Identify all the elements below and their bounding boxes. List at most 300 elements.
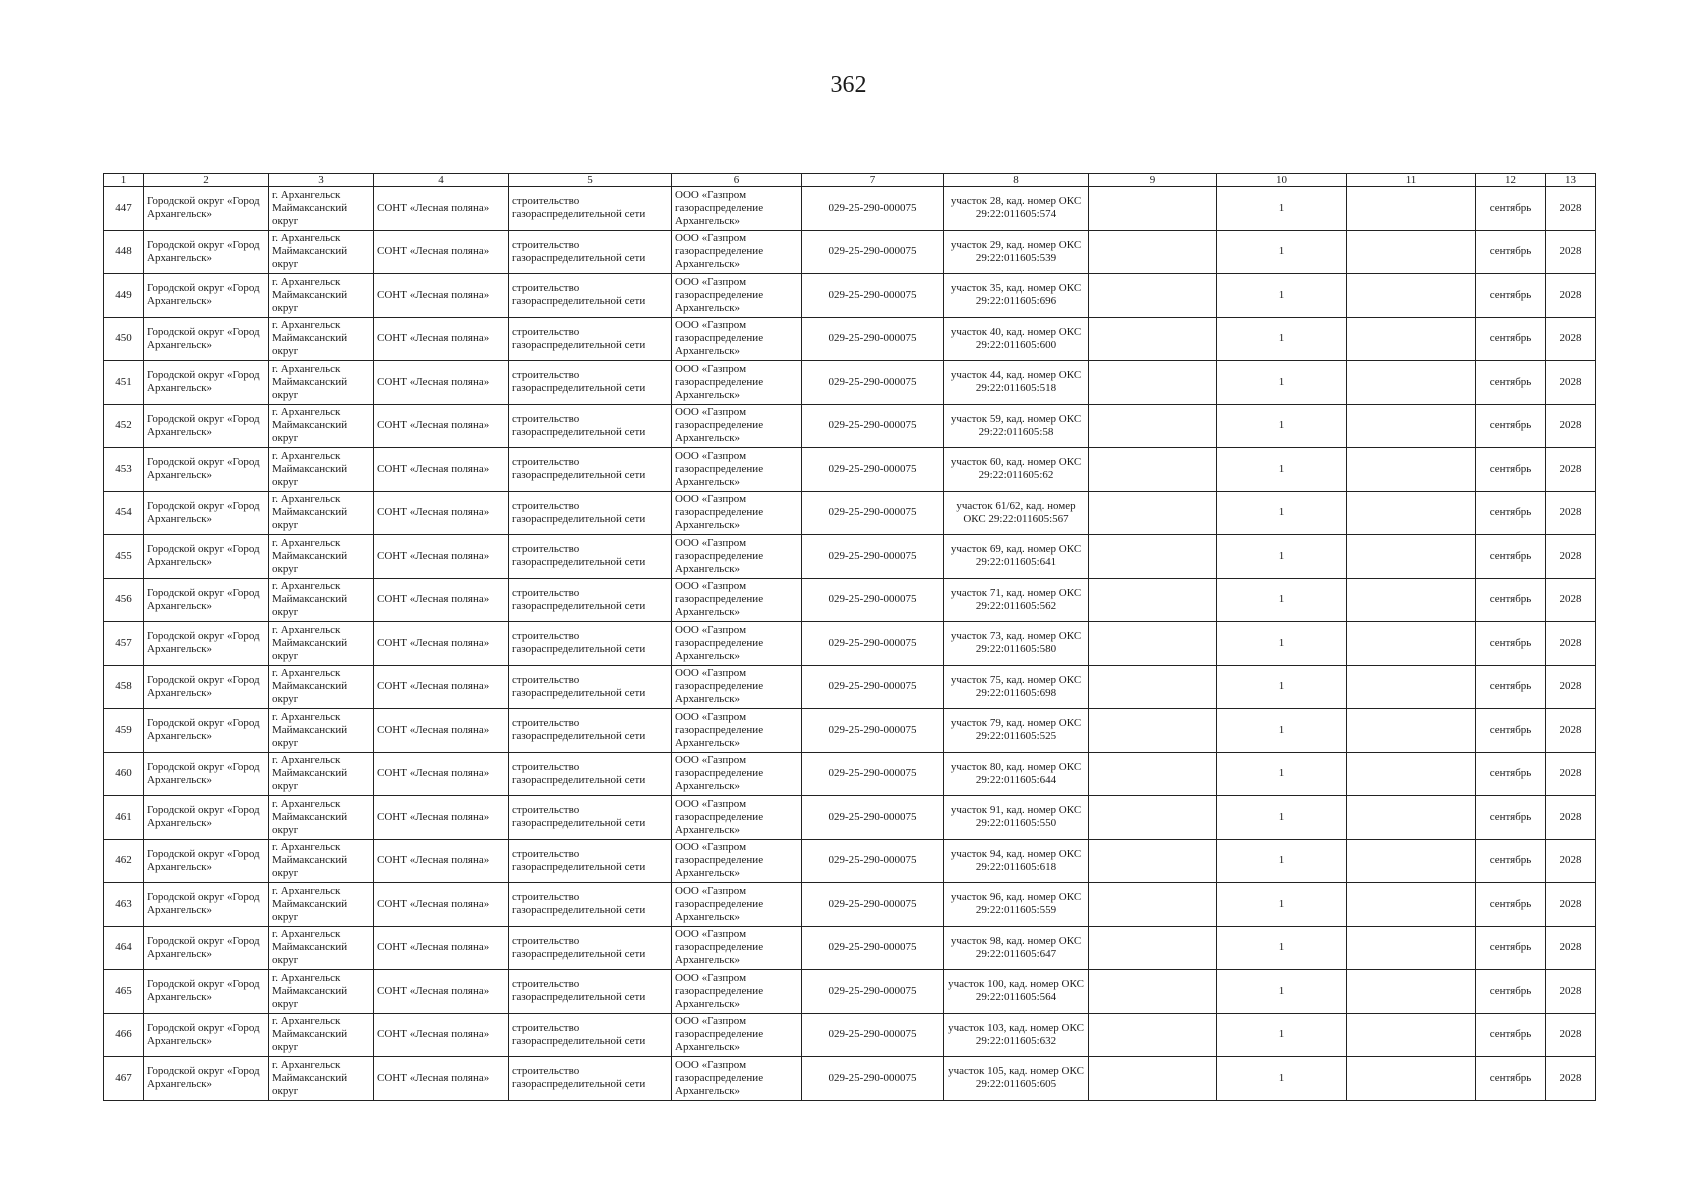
cell-program-code: 029-25-290-000075 [802,361,944,405]
cell-locality: г. Архангельск Маймаксанский округ [269,361,374,405]
cell-quantity: 1 [1217,796,1347,840]
cell-year: 2028 [1546,883,1596,927]
cell-work-type: строительство газораспределительной сети [509,883,672,927]
cell-settlement: СОНТ «Лесная поляна» [374,317,509,361]
cell-locality: г. Архангельск Маймаксанский округ [269,839,374,883]
cell-organization: ООО «Газпром газораспределение Архангельск» [672,622,802,666]
cell-quantity: 1 [1217,404,1347,448]
table-row [104,1013,1596,1057]
cell-month: сентябрь [1476,1057,1546,1101]
cell-program-code: 029-25-290-000075 [802,752,944,796]
cell-settlement: СОНТ «Лесная поляна» [374,404,509,448]
cell-object: участок 100, кад. номер ОКС 29:22:011605:564 [944,970,1089,1014]
cell-settlement: СОНТ «Лесная поляна» [374,361,509,405]
cell-object: участок 91, кад. номер ОКС 29:22:011605:550 [944,796,1089,840]
column-header-11: 11 [1347,174,1476,187]
cell-month: сентябрь [1476,709,1546,753]
cell-settlement: СОНТ «Лесная поляна» [374,752,509,796]
cell-col-9 [1089,578,1217,622]
table-row [104,317,1596,361]
cell-col-9 [1089,404,1217,448]
cell-col-11 [1347,404,1476,448]
cell-program-code: 029-25-290-000075 [802,970,944,1014]
cell-quantity: 1 [1217,839,1347,883]
cell-settlement: СОНТ «Лесная поляна» [374,709,509,753]
cell-col-11 [1347,839,1476,883]
cell-organization: ООО «Газпром газораспределение Архангельск» [672,709,802,753]
cell-organization: ООО «Газпром газораспределение Архангельск» [672,665,802,709]
cell-row-number: 452 [104,404,144,448]
cell-work-type: строительство газораспределительной сети [509,665,672,709]
cell-program-code: 029-25-290-000075 [802,665,944,709]
cell-col-11 [1347,665,1476,709]
cell-object: участок 94, кад. номер ОКС 29:22:011605:618 [944,839,1089,883]
cell-locality: г. Архангельск Маймаксанский округ [269,883,374,927]
cell-organization: ООО «Газпром газораспределение Архангельск» [672,752,802,796]
cell-row-number: 456 [104,578,144,622]
cell-municipality: Городской округ «Город Архангельск» [144,883,269,927]
table-row [104,709,1596,753]
cell-organization: ООО «Газпром газораспределение Архангельск» [672,187,802,231]
cell-municipality: Городской округ «Город Архангельск» [144,970,269,1014]
column-header-13: 13 [1546,174,1596,187]
cell-object: участок 40, кад. номер ОКС 29:22:011605:600 [944,317,1089,361]
cell-locality: г. Архангельск Маймаксанский округ [269,665,374,709]
cell-col-9 [1089,230,1217,274]
cell-locality: г. Архангельск Маймаксанский округ [269,317,374,361]
cell-year: 2028 [1546,535,1596,579]
cell-work-type: строительство газораспределительной сети [509,448,672,492]
cell-col-9 [1089,665,1217,709]
cell-col-11 [1347,448,1476,492]
cell-municipality: Городской округ «Город Архангельск» [144,578,269,622]
cell-year: 2028 [1546,187,1596,231]
cell-locality: г. Архангельск Маймаксанский округ [269,622,374,666]
table-row [104,491,1596,535]
cell-locality: г. Архангельск Маймаксанский округ [269,535,374,579]
cell-quantity: 1 [1217,709,1347,753]
cell-row-number: 449 [104,274,144,318]
cell-settlement: СОНТ «Лесная поляна» [374,883,509,927]
cell-row-number: 467 [104,1057,144,1101]
table-row [104,1057,1596,1101]
cell-organization: ООО «Газпром газораспределение Архангельск» [672,361,802,405]
cell-col-9 [1089,752,1217,796]
cell-work-type: строительство газораспределительной сети [509,926,672,970]
cell-object: участок 98, кад. номер ОКС 29:22:011605:647 [944,926,1089,970]
cell-organization: ООО «Газпром газораспределение Архангельск» [672,230,802,274]
cell-col-11 [1347,926,1476,970]
column-header-6: 6 [672,174,802,187]
cell-month: сентябрь [1476,448,1546,492]
cell-col-9 [1089,709,1217,753]
cell-settlement: СОНТ «Лесная поляна» [374,970,509,1014]
cell-year: 2028 [1546,926,1596,970]
cell-col-9 [1089,926,1217,970]
cell-row-number: 465 [104,970,144,1014]
cell-locality: г. Архангельск Маймаксанский округ [269,1057,374,1101]
cell-organization: ООО «Газпром газораспределение Архангельск» [672,274,802,318]
cell-col-9 [1089,317,1217,361]
cell-row-number: 447 [104,187,144,231]
column-header-2: 2 [144,174,269,187]
column-header-5: 5 [509,174,672,187]
cell-row-number: 458 [104,665,144,709]
cell-quantity: 1 [1217,665,1347,709]
cell-municipality: Городской округ «Город Архангельск» [144,317,269,361]
table-row [104,361,1596,405]
table-row [104,187,1596,231]
cell-month: сентябрь [1476,578,1546,622]
cell-work-type: строительство газораспределительной сети [509,622,672,666]
table-row [104,883,1596,927]
cell-program-code: 029-25-290-000075 [802,535,944,579]
table-row [104,665,1596,709]
cell-settlement: СОНТ «Лесная поляна» [374,1057,509,1101]
cell-year: 2028 [1546,317,1596,361]
cell-year: 2028 [1546,491,1596,535]
cell-month: сентябрь [1476,970,1546,1014]
cell-organization: ООО «Газпром газораспределение Архангельск» [672,796,802,840]
column-header-9: 9 [1089,174,1217,187]
cell-month: сентябрь [1476,665,1546,709]
table-body [104,187,1596,1101]
cell-col-11 [1347,230,1476,274]
cell-row-number: 450 [104,317,144,361]
cell-program-code: 029-25-290-000075 [802,317,944,361]
cell-col-9 [1089,883,1217,927]
cell-year: 2028 [1546,404,1596,448]
cell-municipality: Городской округ «Город Архангельск» [144,1013,269,1057]
cell-row-number: 454 [104,491,144,535]
cell-municipality: Городской округ «Город Архангельск» [144,622,269,666]
cell-locality: г. Архангельск Маймаксанский округ [269,796,374,840]
cell-object: участок 44, кад. номер ОКС 29:22:011605:518 [944,361,1089,405]
cell-quantity: 1 [1217,361,1347,405]
cell-object: участок 96, кад. номер ОКС 29:22:011605:559 [944,883,1089,927]
cell-quantity: 1 [1217,926,1347,970]
cell-municipality: Городской округ «Город Архангельск» [144,491,269,535]
cell-program-code: 029-25-290-000075 [802,230,944,274]
cell-locality: г. Архангельск Маймаксанский округ [269,926,374,970]
cell-col-11 [1347,535,1476,579]
cell-object: участок 29, кад. номер ОКС 29:22:011605:539 [944,230,1089,274]
cell-col-11 [1347,970,1476,1014]
cell-col-9 [1089,1013,1217,1057]
cell-organization: ООО «Газпром газораспределение Архангельск» [672,1057,802,1101]
cell-quantity: 1 [1217,317,1347,361]
cell-object: участок 28, кад. номер ОКС 29:22:011605:574 [944,187,1089,231]
cell-settlement: СОНТ «Лесная поляна» [374,578,509,622]
cell-object: участок 69, кад. номер ОКС 29:22:011605:641 [944,535,1089,579]
cell-year: 2028 [1546,752,1596,796]
cell-organization: ООО «Газпром газораспределение Архангельск» [672,883,802,927]
cell-work-type: строительство газораспределительной сети [509,1013,672,1057]
cell-col-9 [1089,187,1217,231]
table-row [104,535,1596,579]
cell-locality: г. Архангельск Маймаксанский округ [269,491,374,535]
cell-col-9 [1089,796,1217,840]
cell-settlement: СОНТ «Лесная поляна» [374,230,509,274]
cell-year: 2028 [1546,361,1596,405]
column-header-12: 12 [1476,174,1546,187]
cell-municipality: Городской округ «Город Архангельск» [144,665,269,709]
cell-col-11 [1347,752,1476,796]
cell-work-type: строительство газораспределительной сети [509,274,672,318]
column-header-3: 3 [269,174,374,187]
cell-settlement: СОНТ «Лесная поляна» [374,839,509,883]
cell-locality: г. Архангельск Маймаксанский округ [269,404,374,448]
column-number-row [104,174,1596,187]
cell-program-code: 029-25-290-000075 [802,448,944,492]
table-row [104,578,1596,622]
cell-year: 2028 [1546,839,1596,883]
cell-program-code: 029-25-290-000075 [802,1013,944,1057]
cell-year: 2028 [1546,230,1596,274]
cell-organization: ООО «Газпром газораспределение Архангельск» [672,1013,802,1057]
cell-row-number: 466 [104,1013,144,1057]
cell-object: участок 105, кад. номер ОКС 29:22:011605:605 [944,1057,1089,1101]
cell-locality: г. Архангельск Маймаксанский округ [269,187,374,231]
cell-quantity: 1 [1217,274,1347,318]
cell-object: участок 71, кад. номер ОКС 29:22:011605:562 [944,578,1089,622]
cell-program-code: 029-25-290-000075 [802,839,944,883]
table-row [104,622,1596,666]
cell-month: сентябрь [1476,926,1546,970]
cell-row-number: 459 [104,709,144,753]
cell-month: сентябрь [1476,274,1546,318]
cell-organization: ООО «Газпром газораспределение Архангельск» [672,578,802,622]
cell-work-type: строительство газораспределительной сети [509,970,672,1014]
cell-year: 2028 [1546,665,1596,709]
cell-object: участок 59, кад. номер ОКС 29:22:011605:58 [944,404,1089,448]
cell-col-9 [1089,448,1217,492]
cell-object: участок 103, кад. номер ОКС 29:22:011605:632 [944,1013,1089,1057]
cell-locality: г. Архангельск Маймаксанский округ [269,448,374,492]
cell-organization: ООО «Газпром газораспределение Архангельск» [672,535,802,579]
cell-organization: ООО «Газпром газораспределение Архангельск» [672,448,802,492]
cell-work-type: строительство газораспределительной сети [509,752,672,796]
column-header-7: 7 [802,174,944,187]
cell-program-code: 029-25-290-000075 [802,404,944,448]
cell-year: 2028 [1546,578,1596,622]
cell-work-type: строительство газораспределительной сети [509,709,672,753]
cell-municipality: Городской округ «Город Архангельск» [144,1057,269,1101]
cell-row-number: 455 [104,535,144,579]
cell-month: сентябрь [1476,404,1546,448]
cell-settlement: СОНТ «Лесная поляна» [374,274,509,318]
cell-col-9 [1089,622,1217,666]
table-row [104,926,1596,970]
cell-row-number: 463 [104,883,144,927]
table-row [104,839,1596,883]
cell-program-code: 029-25-290-000075 [802,274,944,318]
table-row [104,970,1596,1014]
cell-program-code: 029-25-290-000075 [802,491,944,535]
cell-year: 2028 [1546,448,1596,492]
cell-municipality: Городской округ «Город Архангельск» [144,361,269,405]
cell-col-9 [1089,361,1217,405]
cell-program-code: 029-25-290-000075 [802,1057,944,1101]
cell-work-type: строительство газораспределительной сети [509,578,672,622]
cell-month: сентябрь [1476,491,1546,535]
cell-object: участок 79, кад. номер ОКС 29:22:011605:525 [944,709,1089,753]
cell-col-9 [1089,839,1217,883]
cell-month: сентябрь [1476,752,1546,796]
table-row [104,230,1596,274]
cell-settlement: СОНТ «Лесная поляна» [374,926,509,970]
cell-organization: ООО «Газпром газораспределение Архангельск» [672,404,802,448]
cell-municipality: Городской округ «Город Архангельск» [144,709,269,753]
cell-row-number: 453 [104,448,144,492]
cell-month: сентябрь [1476,535,1546,579]
cell-quantity: 1 [1217,1057,1347,1101]
cell-municipality: Городской округ «Город Архангельск» [144,796,269,840]
cell-program-code: 029-25-290-000075 [802,622,944,666]
cell-year: 2028 [1546,1057,1596,1101]
cell-month: сентябрь [1476,187,1546,231]
cell-quantity: 1 [1217,535,1347,579]
cell-quantity: 1 [1217,230,1347,274]
cell-municipality: Городской округ «Город Архангельск» [144,230,269,274]
cell-settlement: СОНТ «Лесная поляна» [374,491,509,535]
cell-settlement: СОНТ «Лесная поляна» [374,535,509,579]
cell-quantity: 1 [1217,578,1347,622]
cell-locality: г. Архангельск Маймаксанский округ [269,752,374,796]
cell-organization: ООО «Газпром газораспределение Архангельск» [672,317,802,361]
cell-col-11 [1347,883,1476,927]
cell-locality: г. Архангельск Маймаксанский округ [269,1013,374,1057]
cell-organization: ООО «Газпром газораспределение Архангельск» [672,491,802,535]
cell-settlement: СОНТ «Лесная поляна» [374,622,509,666]
cell-month: сентябрь [1476,1013,1546,1057]
cell-year: 2028 [1546,970,1596,1014]
table-row [104,752,1596,796]
cell-row-number: 462 [104,839,144,883]
cell-col-11 [1347,187,1476,231]
cell-work-type: строительство газораспределительной сети [509,491,672,535]
cell-municipality: Городской округ «Город Архангельск» [144,187,269,231]
cell-locality: г. Архангельск Маймаксанский округ [269,970,374,1014]
cell-year: 2028 [1546,1013,1596,1057]
cell-year: 2028 [1546,796,1596,840]
cell-quantity: 1 [1217,491,1347,535]
cell-month: сентябрь [1476,622,1546,666]
cell-municipality: Городской округ «Город Архангельск» [144,404,269,448]
cell-year: 2028 [1546,709,1596,753]
cell-locality: г. Архангельск Маймаксанский округ [269,578,374,622]
cell-col-11 [1347,317,1476,361]
cell-settlement: СОНТ «Лесная поляна» [374,796,509,840]
cell-municipality: Городской округ «Город Архангельск» [144,274,269,318]
cell-col-11 [1347,361,1476,405]
cell-col-11 [1347,709,1476,753]
page-number: 362 [830,72,867,98]
cell-program-code: 029-25-290-000075 [802,709,944,753]
cell-object: участок 61/62, кад. номер ОКС 29:22:011605:567 [944,491,1089,535]
cell-object: участок 60, кад. номер ОКС 29:22:011605:62 [944,448,1089,492]
cell-settlement: СОНТ «Лесная поляна» [374,448,509,492]
column-header-1: 1 [104,174,144,187]
cell-work-type: строительство газораспределительной сети [509,404,672,448]
cell-quantity: 1 [1217,1013,1347,1057]
cell-row-number: 460 [104,752,144,796]
cell-organization: ООО «Газпром газораспределение Архангельск» [672,970,802,1014]
cell-col-11 [1347,491,1476,535]
cell-municipality: Городской округ «Город Архангельск» [144,926,269,970]
cell-col-11 [1347,796,1476,840]
cell-program-code: 029-25-290-000075 [802,926,944,970]
cell-row-number: 451 [104,361,144,405]
cell-quantity: 1 [1217,752,1347,796]
cell-work-type: строительство газораспределительной сети [509,796,672,840]
cell-col-9 [1089,1057,1217,1101]
cell-col-11 [1347,1013,1476,1057]
cell-row-number: 457 [104,622,144,666]
cell-locality: г. Архангельск Маймаксанский округ [269,230,374,274]
cell-organization: ООО «Газпром газораспределение Архангельск» [672,926,802,970]
cell-month: сентябрь [1476,317,1546,361]
cell-work-type: строительство газораспределительной сети [509,317,672,361]
cell-month: сентябрь [1476,839,1546,883]
cell-col-9 [1089,491,1217,535]
cell-col-11 [1347,578,1476,622]
cell-object: участок 80, кад. номер ОКС 29:22:011605:644 [944,752,1089,796]
cell-quantity: 1 [1217,970,1347,1014]
cell-col-9 [1089,535,1217,579]
cell-year: 2028 [1546,274,1596,318]
cell-col-11 [1347,1057,1476,1101]
cell-col-9 [1089,970,1217,1014]
column-header-8: 8 [944,174,1089,187]
cell-program-code: 029-25-290-000075 [802,578,944,622]
cell-settlement: СОНТ «Лесная поляна» [374,187,509,231]
registry-table [103,173,1596,1101]
cell-quantity: 1 [1217,187,1347,231]
cell-quantity: 1 [1217,622,1347,666]
cell-year: 2028 [1546,622,1596,666]
cell-locality: г. Архангельск Маймаксанский округ [269,709,374,753]
cell-program-code: 029-25-290-000075 [802,187,944,231]
cell-row-number: 464 [104,926,144,970]
cell-work-type: строительство газораспределительной сети [509,187,672,231]
cell-settlement: СОНТ «Лесная поляна» [374,1013,509,1057]
cell-municipality: Городской округ «Город Архангельск» [144,448,269,492]
cell-program-code: 029-25-290-000075 [802,883,944,927]
table-row [104,448,1596,492]
cell-municipality: Городской округ «Город Архангельск» [144,839,269,883]
cell-work-type: строительство газораспределительной сети [509,1057,672,1101]
cell-settlement: СОНТ «Лесная поляна» [374,665,509,709]
cell-work-type: строительство газораспределительной сети [509,535,672,579]
cell-locality: г. Архангельск Маймаксанский округ [269,274,374,318]
cell-quantity: 1 [1217,448,1347,492]
cell-month: сентябрь [1476,230,1546,274]
cell-row-number: 461 [104,796,144,840]
column-header-4: 4 [374,174,509,187]
cell-col-9 [1089,274,1217,318]
table-row [104,796,1596,840]
cell-municipality: Городской округ «Город Архангельск» [144,535,269,579]
cell-col-11 [1347,274,1476,318]
cell-work-type: строительство газораспределительной сети [509,361,672,405]
cell-quantity: 1 [1217,883,1347,927]
cell-object: участок 73, кад. номер ОКС 29:22:011605:580 [944,622,1089,666]
cell-program-code: 029-25-290-000075 [802,796,944,840]
cell-month: сентябрь [1476,883,1546,927]
table-row [104,274,1596,318]
cell-col-11 [1347,622,1476,666]
